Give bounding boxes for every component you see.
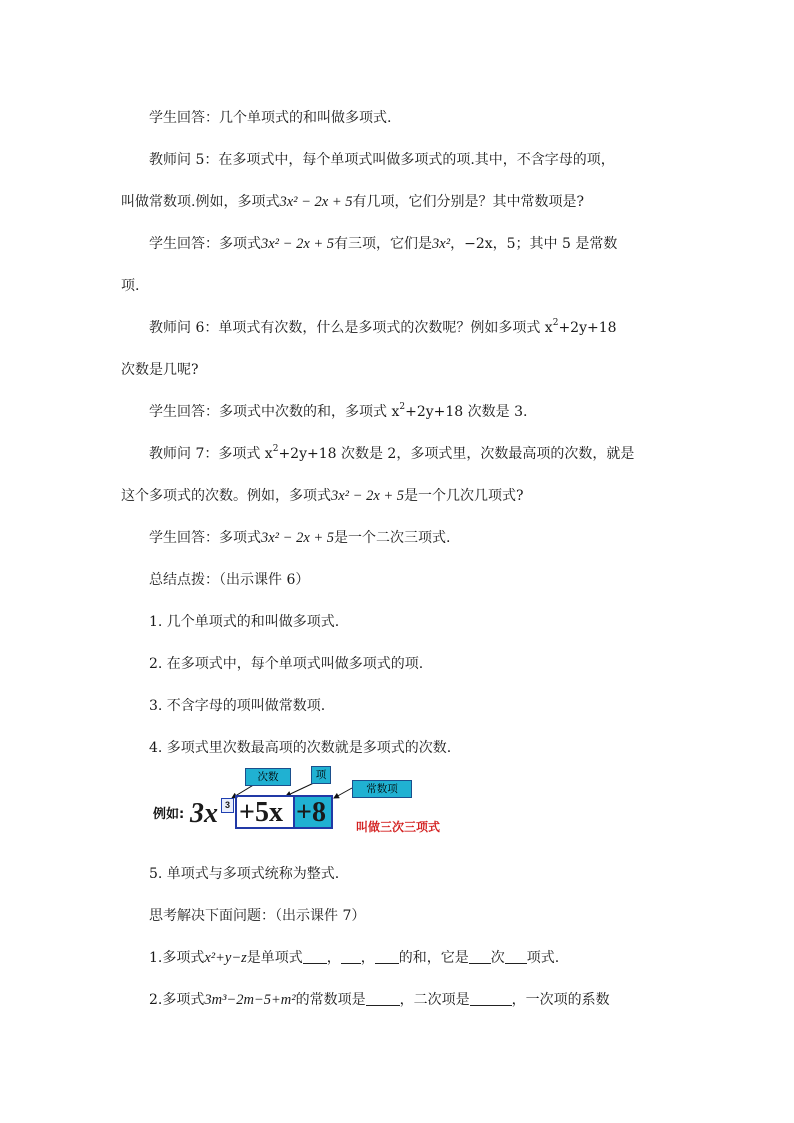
answer-line-3: 学生回答：多项式中次数的和，多项式 $x^2+2y+18$ 次数是 3.	[149, 402, 528, 420]
polynomial-example-figure	[0, 760, 794, 840]
summary-point-4: 4. 多项式里次数最高项的次数就是多项式的次数.	[149, 740, 452, 756]
answer-blank[interactable]	[470, 991, 512, 1006]
summary-point-5: 5. 单项式与多项式统称为整式.	[149, 866, 340, 882]
summary-point-2: 2. 在多项式中，每个单项式叫做多项式的项.	[149, 656, 424, 672]
polynomial-expression: 3x² − 2x + 5	[261, 236, 335, 252]
exponent-box: 3	[221, 798, 234, 813]
question-1-expression: x²+y−z	[204, 950, 247, 966]
figure-note: 叫做三次三项式	[356, 820, 441, 834]
answer-line-2-cont: 项.	[121, 278, 140, 294]
arrow-constant	[334, 788, 352, 798]
polynomial-expression: 3x² − 2x + 5	[279, 194, 353, 210]
summary-point-3: 3. 不含字母的项叫做常数项.	[149, 698, 326, 714]
teacher-question-7-cont: 这个多项式的次数。例如，多项式3x² − 2x + 5是一个几次几项式?	[121, 488, 524, 504]
term-tag: 项	[311, 766, 331, 784]
teacher-question-7: 教师问 7：多项式 $x^2+2y+18$ 次数是 2，多项式里，次数最高项的次数，就是	[149, 444, 635, 462]
base-term: 3x	[190, 798, 218, 829]
answer-blank[interactable]	[469, 949, 491, 964]
polynomial-expression: 3x² − 2x + 5	[331, 488, 405, 504]
third-term: +8	[296, 797, 326, 828]
answer-blank[interactable]	[303, 949, 327, 964]
term-expression: 3x²	[432, 236, 451, 252]
answer-line-2: 学生回答：多项式3x² − 2x + 5有三项，它们是3x²，−2x，5；其中 5 是常数	[149, 236, 618, 252]
answer-blank[interactable]	[341, 949, 361, 964]
summary-point-1: 1. 几个单项式的和叫做多项式.	[149, 614, 340, 630]
degree-tag: 次数	[245, 768, 291, 786]
polynomial-expression: 3x² − 2x + 5	[261, 530, 335, 546]
teacher-question-6-cont: 次数是几呢?	[121, 362, 199, 378]
question-2-expression: 3m³−2m−5+m²	[204, 992, 296, 1008]
constant-tag: 常数项	[352, 780, 412, 798]
teacher-question-6: 教师问 6：单项式有次数，什么是多项式的次数呢？例如多项式 $x^2+2y+18$	[149, 318, 617, 336]
summary-heading: 总结点拨：（出示课件 6）	[149, 572, 310, 588]
example-line: 叫做常数项.例如，多项式3x² − 2x + 5有几项，它们分别是？其中常数项是?	[121, 194, 585, 210]
example-label: 例如:	[153, 807, 185, 822]
answer-blank[interactable]	[366, 991, 400, 1006]
answer-line-4: 学生回答：多项式3x² − 2x + 5是一个二次三项式.	[149, 530, 451, 546]
answer-line-1: 学生回答：几个单项式的和叫做多项式.	[149, 110, 392, 126]
answer-blank[interactable]	[505, 949, 527, 964]
teacher-question-5: 教师问 5：在多项式中，每个单项式叫做多项式的项.其中，不含字母的项，	[149, 152, 615, 168]
practice-question-2: 2.多项式3m³−2m−5+m²的常数项是 ，二次项是 ，一次项的系数	[149, 992, 610, 1008]
answer-blank[interactable]	[375, 949, 399, 964]
second-term: +5x	[239, 797, 283, 828]
practice-heading: 思考解决下面问题：（出示课件 7）	[149, 908, 366, 924]
practice-question-1: 1.多项式x²+y−z是单项式 ， ， 的和，它是 次 项式.	[149, 950, 560, 966]
